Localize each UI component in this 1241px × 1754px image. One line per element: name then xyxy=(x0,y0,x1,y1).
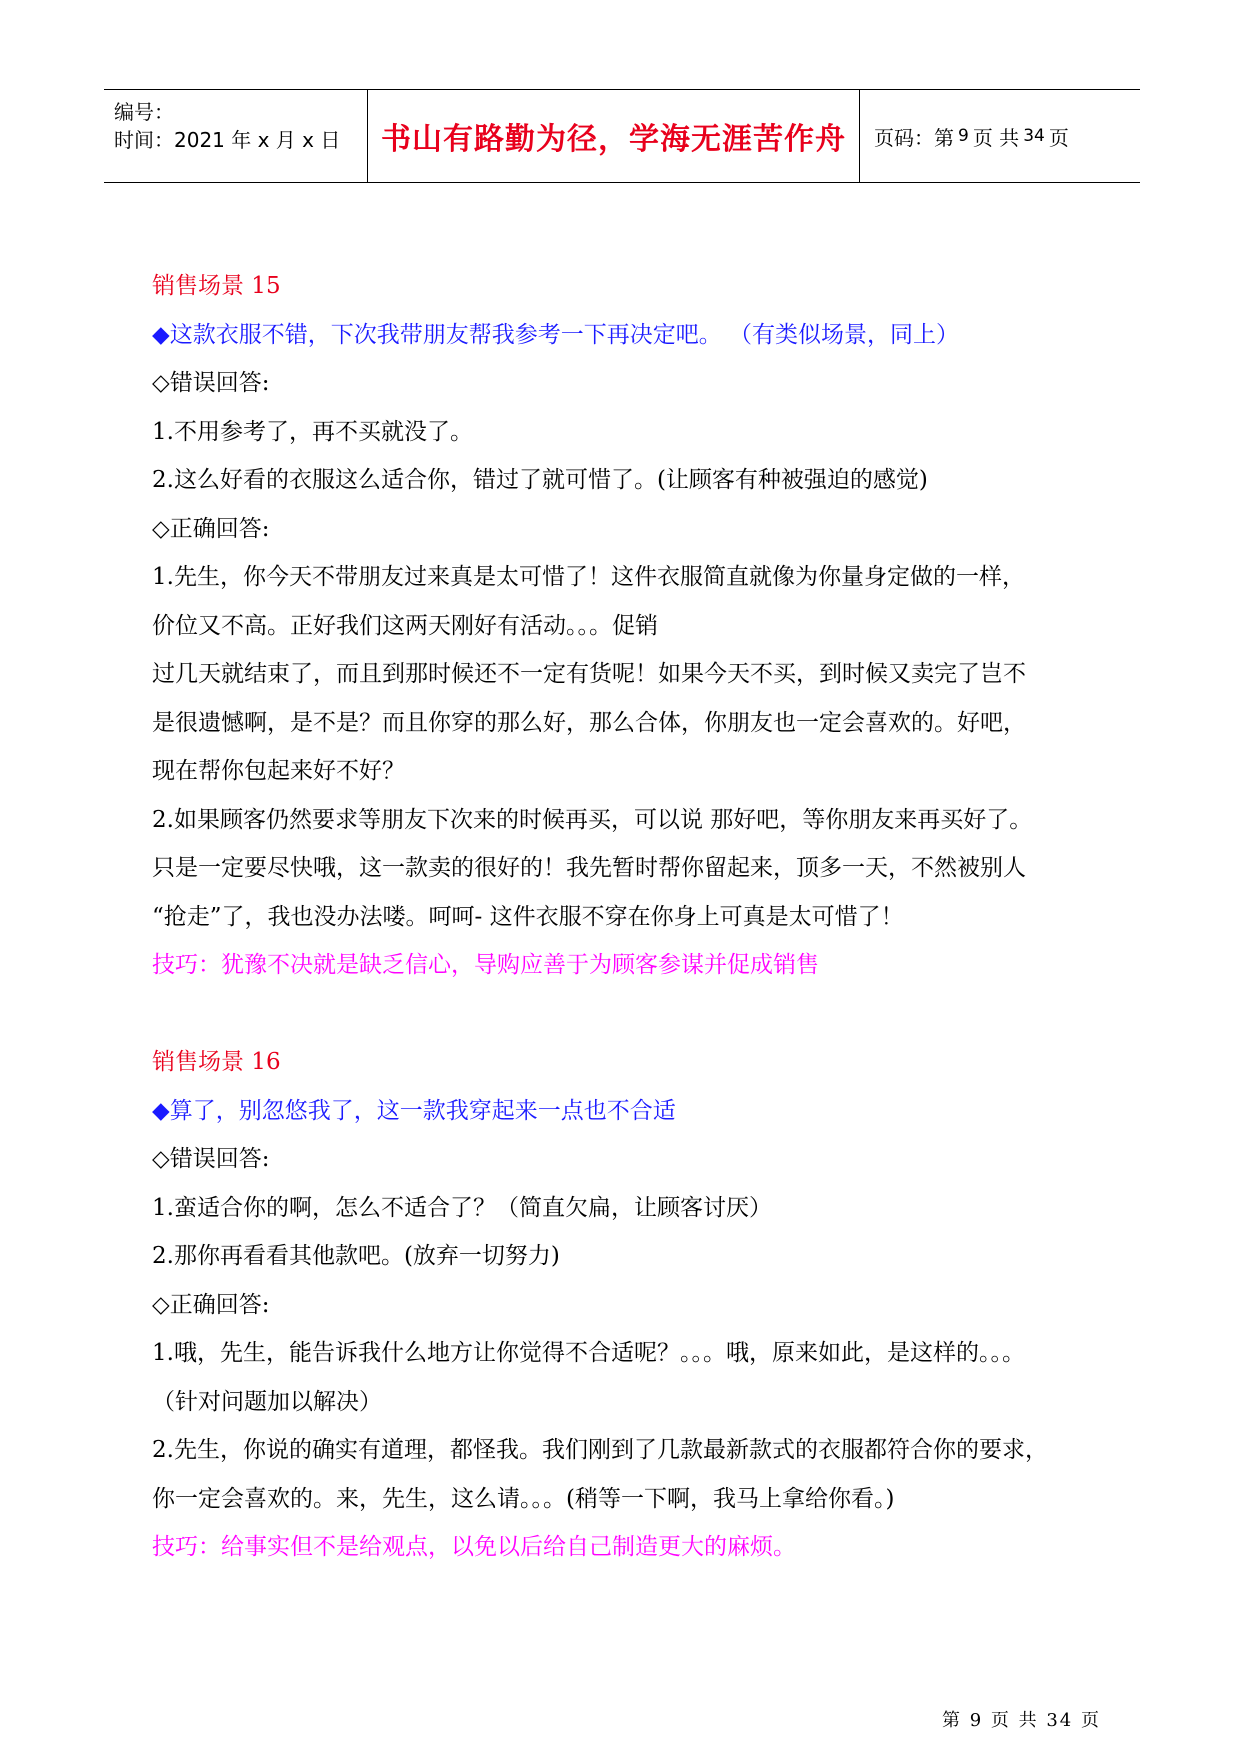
scene16-customer-line: ◆算了，别忽悠我了，这一款我穿起来一点也不合适 xyxy=(152,1097,676,1124)
page-total: 34 xyxy=(1023,126,1045,146)
scene15-right-line: 现在帮你包起来好不好？ xyxy=(152,758,405,784)
scene15-wrong-label: ◇错误回答: xyxy=(152,370,270,396)
scene15-right-line: 1.先生，你今天不带朋友过来真是太可惜了！这件衣服简直就像为你量身定做的一样， xyxy=(152,564,1025,590)
number-label: 编号： xyxy=(114,100,174,124)
page-header xyxy=(104,89,1140,183)
scene16-right-label: ◇正确回答: xyxy=(152,1291,270,1318)
scene16-tip: 技巧：给事实但不是给观点，以免以后给自己制造更大的麻烦。 xyxy=(152,1534,796,1560)
page-prefix: 页码：第 xyxy=(874,125,954,150)
header-page-info xyxy=(860,90,1140,182)
scene15-right-line: 价位又不高。正好我们这两天刚好有活动。。。促销 xyxy=(152,612,658,639)
scene16-wrong-label: ◇错误回答: xyxy=(152,1146,270,1172)
scene15-right-label: ◇正确回答: xyxy=(152,515,270,542)
scene16-right-line: 1.哦，先生，能告诉我什么地方让你觉得不合适呢？。。。哦，原来如此，是这样的。。。 xyxy=(152,1340,1025,1366)
scene15-right-line: 过几天就结束了，而且到那时候还不一定有货呢！如果今天不买，到时候又卖完了岂不 xyxy=(152,661,1026,687)
time-label: 时间：2021 年 x 月 x 日 xyxy=(114,128,341,152)
scene15-customer-line: ◆这款衣服不错，下次我带朋友帮我参考一下再决定吧。 （有类似场景，同上） xyxy=(152,321,959,348)
page-suffix: 页 xyxy=(1048,125,1069,150)
document-body xyxy=(152,262,1112,1572)
header-meta xyxy=(104,90,368,182)
header-motto: 书山有路勤为径，学海无涯苦作舟 xyxy=(368,90,860,182)
scene15-wrong-2: 2.这么好看的衣服这么适合你，错过了就可惜了。(让顾客有种被强迫的感觉) xyxy=(152,467,928,493)
scene15-right-line: 只是一定要尽快哦，这一款卖的很好的！我先暂时帮你留起来，顶多一天，不然被别人 xyxy=(152,855,1026,881)
page-number: 9 xyxy=(958,126,969,146)
scene15-right-line: 是很遗憾啊，是不是？而且你穿的那么好，那么合体，你朋友也一定会喜欢的。好吧， xyxy=(152,709,1026,736)
scene15-tip: 技巧：犹豫不决就是缺乏信心，导购应善于为顾客参谋并促成销售 xyxy=(152,952,819,978)
page-mid: 页 共 xyxy=(972,125,1020,150)
scene16-right-line: 你一定会喜欢的。来，先生，这么请。。。(稍等一下啊，我马上拿给你看。) xyxy=(152,1485,895,1512)
scene15-right-line: 2.如果顾客仍然要求等朋友下次来的时候再买，可以说 那好吧，等你朋友来再买好了。 xyxy=(152,806,1033,833)
page-footer: 第 9 页 共 34 页 xyxy=(942,1710,1101,1731)
scene16-wrong-2: 2.那你再看看其他款吧。(放弃一切努力) xyxy=(152,1243,560,1269)
scene16-wrong-1: 1.蛮适合你的啊，怎么不适合了？（简直欠扁，让顾客讨厌） xyxy=(152,1194,772,1221)
scene16-right-line: 2.先生，你说的确实有道理，都怪我。我们刚到了几款最新款式的衣服都符合你的要求， xyxy=(152,1437,1048,1463)
scene15-wrong-1: 1.不用参考了，再不买就没了。 xyxy=(152,418,473,445)
scene15-right-line: “抢走”了，我也没办法喽。呵呵- 这件衣服不穿在你身上可真是太可惜了！ xyxy=(152,903,904,930)
scene16-title: 销售场景 16 xyxy=(152,1049,281,1075)
scene15-title: 销售场景 15 xyxy=(152,273,281,299)
section-gap xyxy=(152,990,1112,1039)
scene16-right-line: （针对问题加以解决） xyxy=(152,1388,382,1415)
